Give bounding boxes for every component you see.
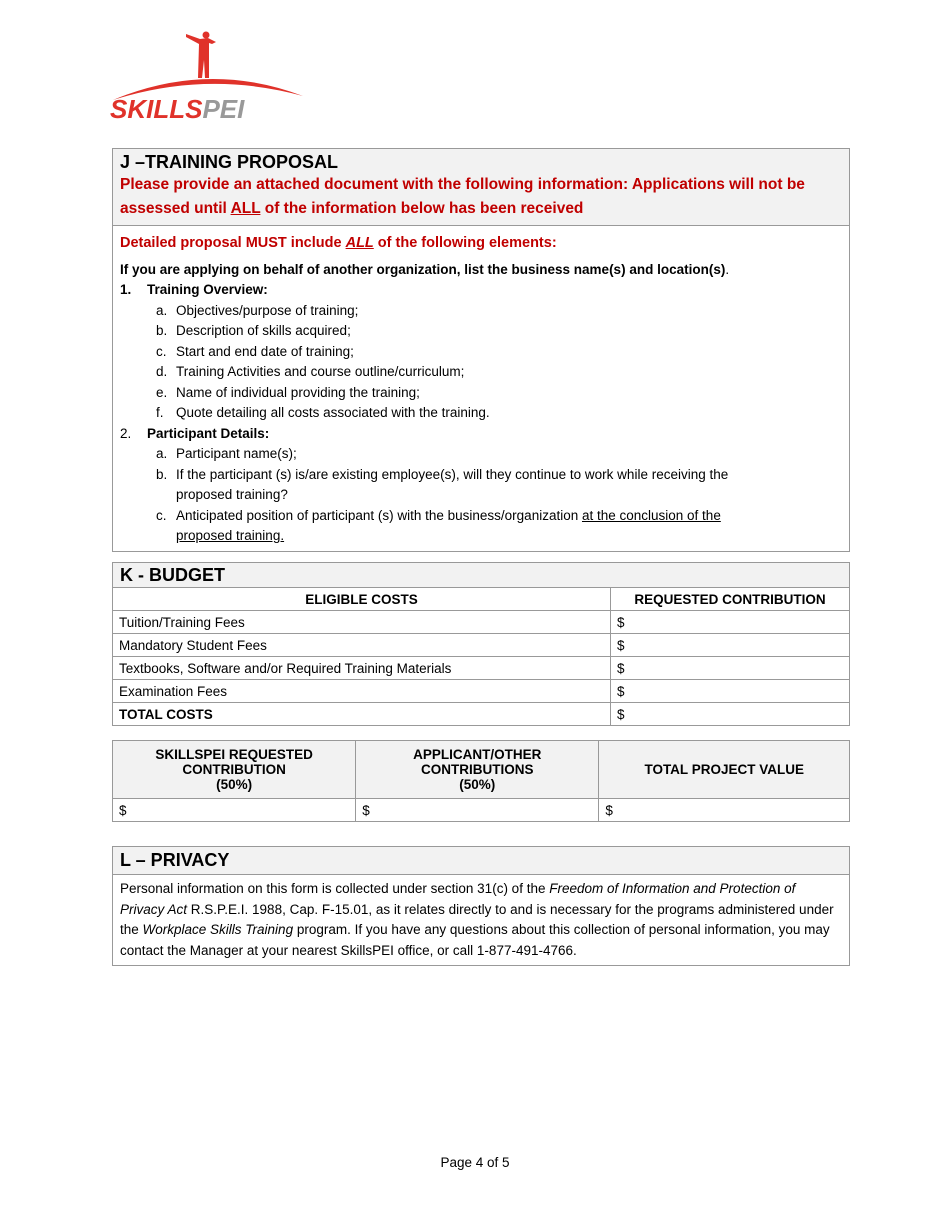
section-header: [113, 149, 849, 225]
total-project-value-field[interactable]: $: [599, 799, 850, 822]
amount-field[interactable]: $: [611, 657, 850, 680]
privacy-p2: R.S.P.E.I. 1988, Cap. F-15.01, as it relates directly to and is necessary for the programs administered under the: [120, 901, 834, 937]
section-training-proposal: [112, 148, 850, 552]
sub-letter: a.: [156, 446, 168, 461]
skillspei-logo: [108, 26, 308, 122]
program-name: Workplace Skills Training: [142, 922, 294, 937]
sub-text-main: Anticipated position of participant (s) with the business/organization: [176, 507, 582, 523]
notice-pre: Please provide an attached document with the following information: Applications will not be assessed until: [120, 176, 805, 217]
item-number: 2.: [120, 425, 132, 441]
cost-label: Mandatory Student Fees: [113, 634, 611, 657]
detail-all: ALL: [345, 235, 374, 251]
sub-text: Name of individual providing the training;: [176, 384, 420, 400]
detail-heading: [120, 233, 842, 254]
notice-all: ALL: [230, 200, 261, 217]
behalf-end: .: [725, 261, 730, 277]
behalf-instruction: [120, 260, 842, 281]
act-name: Freedom of Information and Protection of Privacy Act: [120, 881, 796, 917]
table-row: [113, 611, 850, 634]
contribution-table: [112, 740, 850, 822]
privacy-text: [113, 875, 849, 965]
list-item: [120, 424, 842, 547]
sub-text: If the participant (s) is/are existing employee(s), will they continue to work while receiving the proposed training?: [176, 466, 729, 502]
behalf-text: If you are applying on behalf of another organization, list the business name(s) and location(s): [120, 261, 726, 277]
sub-text: Training Activities and course outline/curriculum;: [176, 364, 465, 379]
sub-letter: e.: [156, 384, 168, 400]
svg-text:SKILLSPEI: SKILLSPEI: [110, 94, 245, 122]
amount-field[interactable]: $: [611, 680, 850, 703]
sub-text: [176, 506, 776, 547]
sub-letter: c.: [156, 343, 167, 359]
column-header: REQUESTED CONTRIBUTION: [611, 588, 850, 611]
sub-text: Quote detailing all costs associated with the training.: [176, 405, 490, 420]
list-item: [120, 280, 842, 424]
sub-letter: c.: [156, 507, 167, 523]
header-line: TOTAL PROJECT VALUE: [644, 762, 804, 777]
table-row: [113, 634, 850, 657]
section-title: L – PRIVACY: [113, 847, 849, 875]
item-label: Participant Details:: [147, 425, 270, 441]
header-line: CONTRIBUTIONS: [421, 762, 534, 777]
header-line: (50%): [459, 777, 496, 792]
column-header: ELIGIBLE COSTS: [113, 588, 611, 611]
privacy-p1: Personal information on this form is collected under section 31(c) of the: [120, 881, 550, 896]
privacy-p3: program. If you have any questions about this collection of personal information, you may contact the Manager at your nearest SkillsPEI office, or call 1-877-491-4766.: [120, 922, 830, 958]
notice-post: of the information below has been received: [260, 200, 584, 217]
detail-post: of the following elements:: [373, 235, 557, 251]
sub-letter: f.: [156, 405, 164, 420]
section-budget: [112, 562, 850, 726]
total-label: TOTAL COSTS: [113, 703, 611, 726]
item-label: Training Overview:: [147, 282, 268, 297]
item-number: 1.: [120, 282, 132, 297]
amount-field[interactable]: $: [611, 611, 850, 634]
page-number: Page 4 of 5: [440, 1155, 510, 1170]
contribution-section: [112, 740, 850, 822]
skillspei-contribution-field[interactable]: $: [113, 799, 356, 822]
header-line: APPLICANT/OTHER: [413, 747, 542, 762]
sub-text: Start and end date of training;: [176, 343, 354, 359]
budget-table: [112, 587, 850, 726]
section-title: J –TRAINING PROPOSAL: [120, 152, 339, 172]
total-amount-field[interactable]: $: [611, 703, 850, 726]
cost-label: Textbooks, Software and/or Required Training Materials: [113, 657, 611, 680]
cost-label: Tuition/Training Fees: [113, 611, 611, 634]
sub-text-underlined: at the conclusion of the proposed training.: [176, 507, 721, 543]
sub-letter: a.: [156, 302, 168, 318]
header-line: SKILLSPEI REQUESTED: [155, 747, 313, 762]
applicant-contribution-field[interactable]: $: [356, 799, 599, 822]
table-row: [113, 680, 850, 703]
sub-letter: b.: [156, 466, 168, 482]
requirements-list: [120, 280, 842, 547]
section-privacy: [112, 846, 850, 966]
sub-text: Participant name(s);: [176, 446, 297, 461]
header-line: CONTRIBUTION: [182, 762, 286, 777]
table-row: [113, 703, 850, 726]
sub-letter: d.: [156, 364, 168, 379]
header-line: (50%): [216, 777, 253, 792]
sub-letter: b.: [156, 323, 168, 338]
cost-label: Examination Fees: [113, 680, 611, 703]
detail-pre: Detailed proposal MUST include: [120, 235, 346, 251]
amount-field[interactable]: $: [611, 634, 850, 657]
section-title: K - BUDGET: [113, 563, 849, 588]
sub-text: Objectives/purpose of training;: [176, 302, 359, 318]
notice-text: [120, 173, 842, 221]
table-row: [113, 657, 850, 680]
table-row: [113, 799, 850, 822]
sub-text: Description of skills acquired;: [176, 323, 351, 338]
